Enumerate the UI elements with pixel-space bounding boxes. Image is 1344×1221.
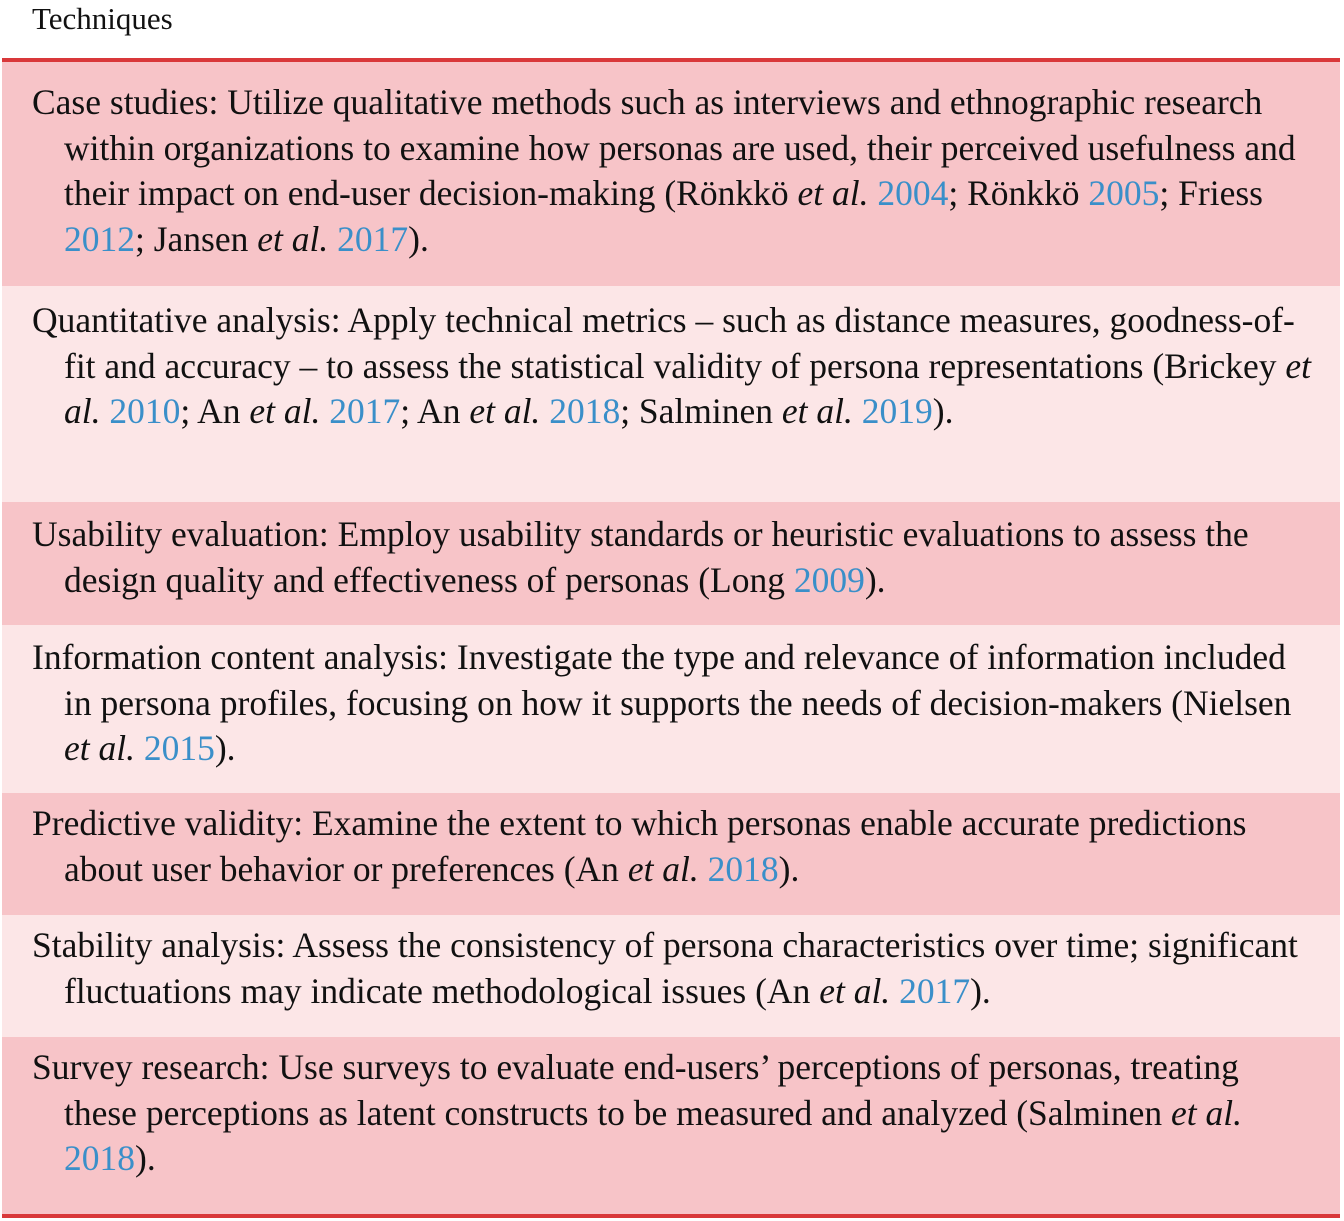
et-al-text: et al.: [1171, 1092, 1243, 1133]
row-text: [32, 298, 1312, 435]
table-row-information-content-analysis: [2, 625, 1340, 793]
text-segment: Survey research: Use surveys to evaluate end-users’ perceptions of personas, treating these perceptions as latent constructs to be measured and analyzed (Salminen: [32, 1047, 1239, 1133]
table-header: [0, 0, 1344, 58]
text-segment: ; Friess: [1159, 173, 1263, 213]
text-segment: ; An: [180, 391, 250, 431]
text-segment: [328, 219, 337, 259]
table-row-case-studies: [2, 62, 1340, 286]
citation-year-link[interactable]: 2018: [549, 391, 621, 431]
table-row-survey-research: [2, 1037, 1340, 1214]
text-segment: Stability analysis: Assess the consistency of persona characteristics over time; significant fluctuations may indicate methodological issues (An: [32, 925, 1298, 1011]
row-text: [32, 801, 1312, 892]
text-segment: ).: [214, 728, 236, 768]
table-row-stability-analysis: [2, 915, 1340, 1037]
text-segment: [699, 849, 708, 889]
text-segment: ).: [135, 1138, 156, 1178]
text-segment: [135, 728, 144, 768]
et-al-text: et al.: [819, 970, 891, 1011]
citation-year-link[interactable]: 2019: [861, 391, 933, 431]
et-al-text: et al.: [249, 391, 321, 431]
row-text: [32, 1045, 1312, 1182]
bottom-rule: [2, 1214, 1340, 1218]
citation-year-link[interactable]: 2018: [707, 848, 779, 889]
text-segment: ).: [778, 848, 800, 889]
text-segment: [890, 971, 899, 1011]
text-segment: ).: [932, 391, 954, 431]
text-segment: [540, 391, 549, 431]
citation-year-link[interactable]: 2005: [1088, 173, 1160, 213]
citation-year-link[interactable]: 2009: [793, 559, 865, 600]
citation-year-link[interactable]: 2018: [64, 1138, 135, 1178]
row-text: [32, 923, 1312, 1014]
text-segment: ; An: [400, 391, 470, 431]
text-segment: [853, 391, 862, 431]
text-segment: Usability evaluation: Employ usability standards or heuristic evaluations to assess the design quality and effectiveness of personas (Long: [32, 514, 1249, 600]
citation-year-link[interactable]: 2010: [109, 391, 181, 431]
table-row-predictive-validity: [2, 793, 1340, 915]
citation-year-link[interactable]: 2017: [337, 218, 409, 259]
row-text: [32, 80, 1312, 262]
citation-year-link[interactable]: 2017: [899, 970, 971, 1011]
text-segment: ; Jansen: [135, 218, 258, 259]
text-segment: [320, 391, 329, 431]
text-segment: ).: [864, 559, 886, 600]
text-segment: Quantitative analysis: Apply technical metrics – such as distance measures, goodness-of-fit and accuracy – to assess the statistical validity of persona representations (Brickey: [32, 300, 1295, 386]
citation-year-link[interactable]: 2017: [329, 391, 401, 431]
row-text: [32, 635, 1312, 772]
text-segment: ; Salminen: [620, 391, 782, 431]
et-al-text: et al.: [257, 218, 329, 259]
column-header-techniques: Techniques: [32, 1, 173, 36]
text-segment: Case studies: Utilize qualitative methods such as interviews and ethnographic research within organizations to examine how personas are used, their perceived usefulness and their impact on end-user decision-making (Rönkkö: [32, 82, 1296, 213]
citation-year-link[interactable]: 2004: [877, 173, 949, 213]
et-al-text: et al.: [64, 728, 135, 768]
citation-year-link[interactable]: 2012: [64, 218, 135, 259]
citation-year-link[interactable]: 2015: [143, 728, 215, 768]
et-al-text: et al.: [64, 345, 1312, 431]
text-segment: Information content analysis: Investigate the type and relevance of information included in persona profiles, focusing on how it supports the needs of decision-makers (Nielsen: [32, 637, 1292, 723]
text-segment: ).: [970, 970, 991, 1011]
et-al-text: et al.: [781, 391, 853, 431]
text-segment: ; Rönkkö: [948, 173, 1089, 213]
et-al-text: et al.: [627, 848, 699, 889]
text-segment: ).: [408, 218, 429, 259]
et-al-text: et al.: [797, 173, 869, 213]
table-row-usability-evaluation: [2, 502, 1340, 625]
row-text: [32, 512, 1312, 603]
et-al-text: et al.: [469, 391, 541, 431]
text-segment: Predictive validity: Examine the extent to which personas enable accurate predictions about user behavior or preferences (An: [32, 803, 1247, 889]
table-row-quantitative-analysis: [2, 286, 1340, 502]
